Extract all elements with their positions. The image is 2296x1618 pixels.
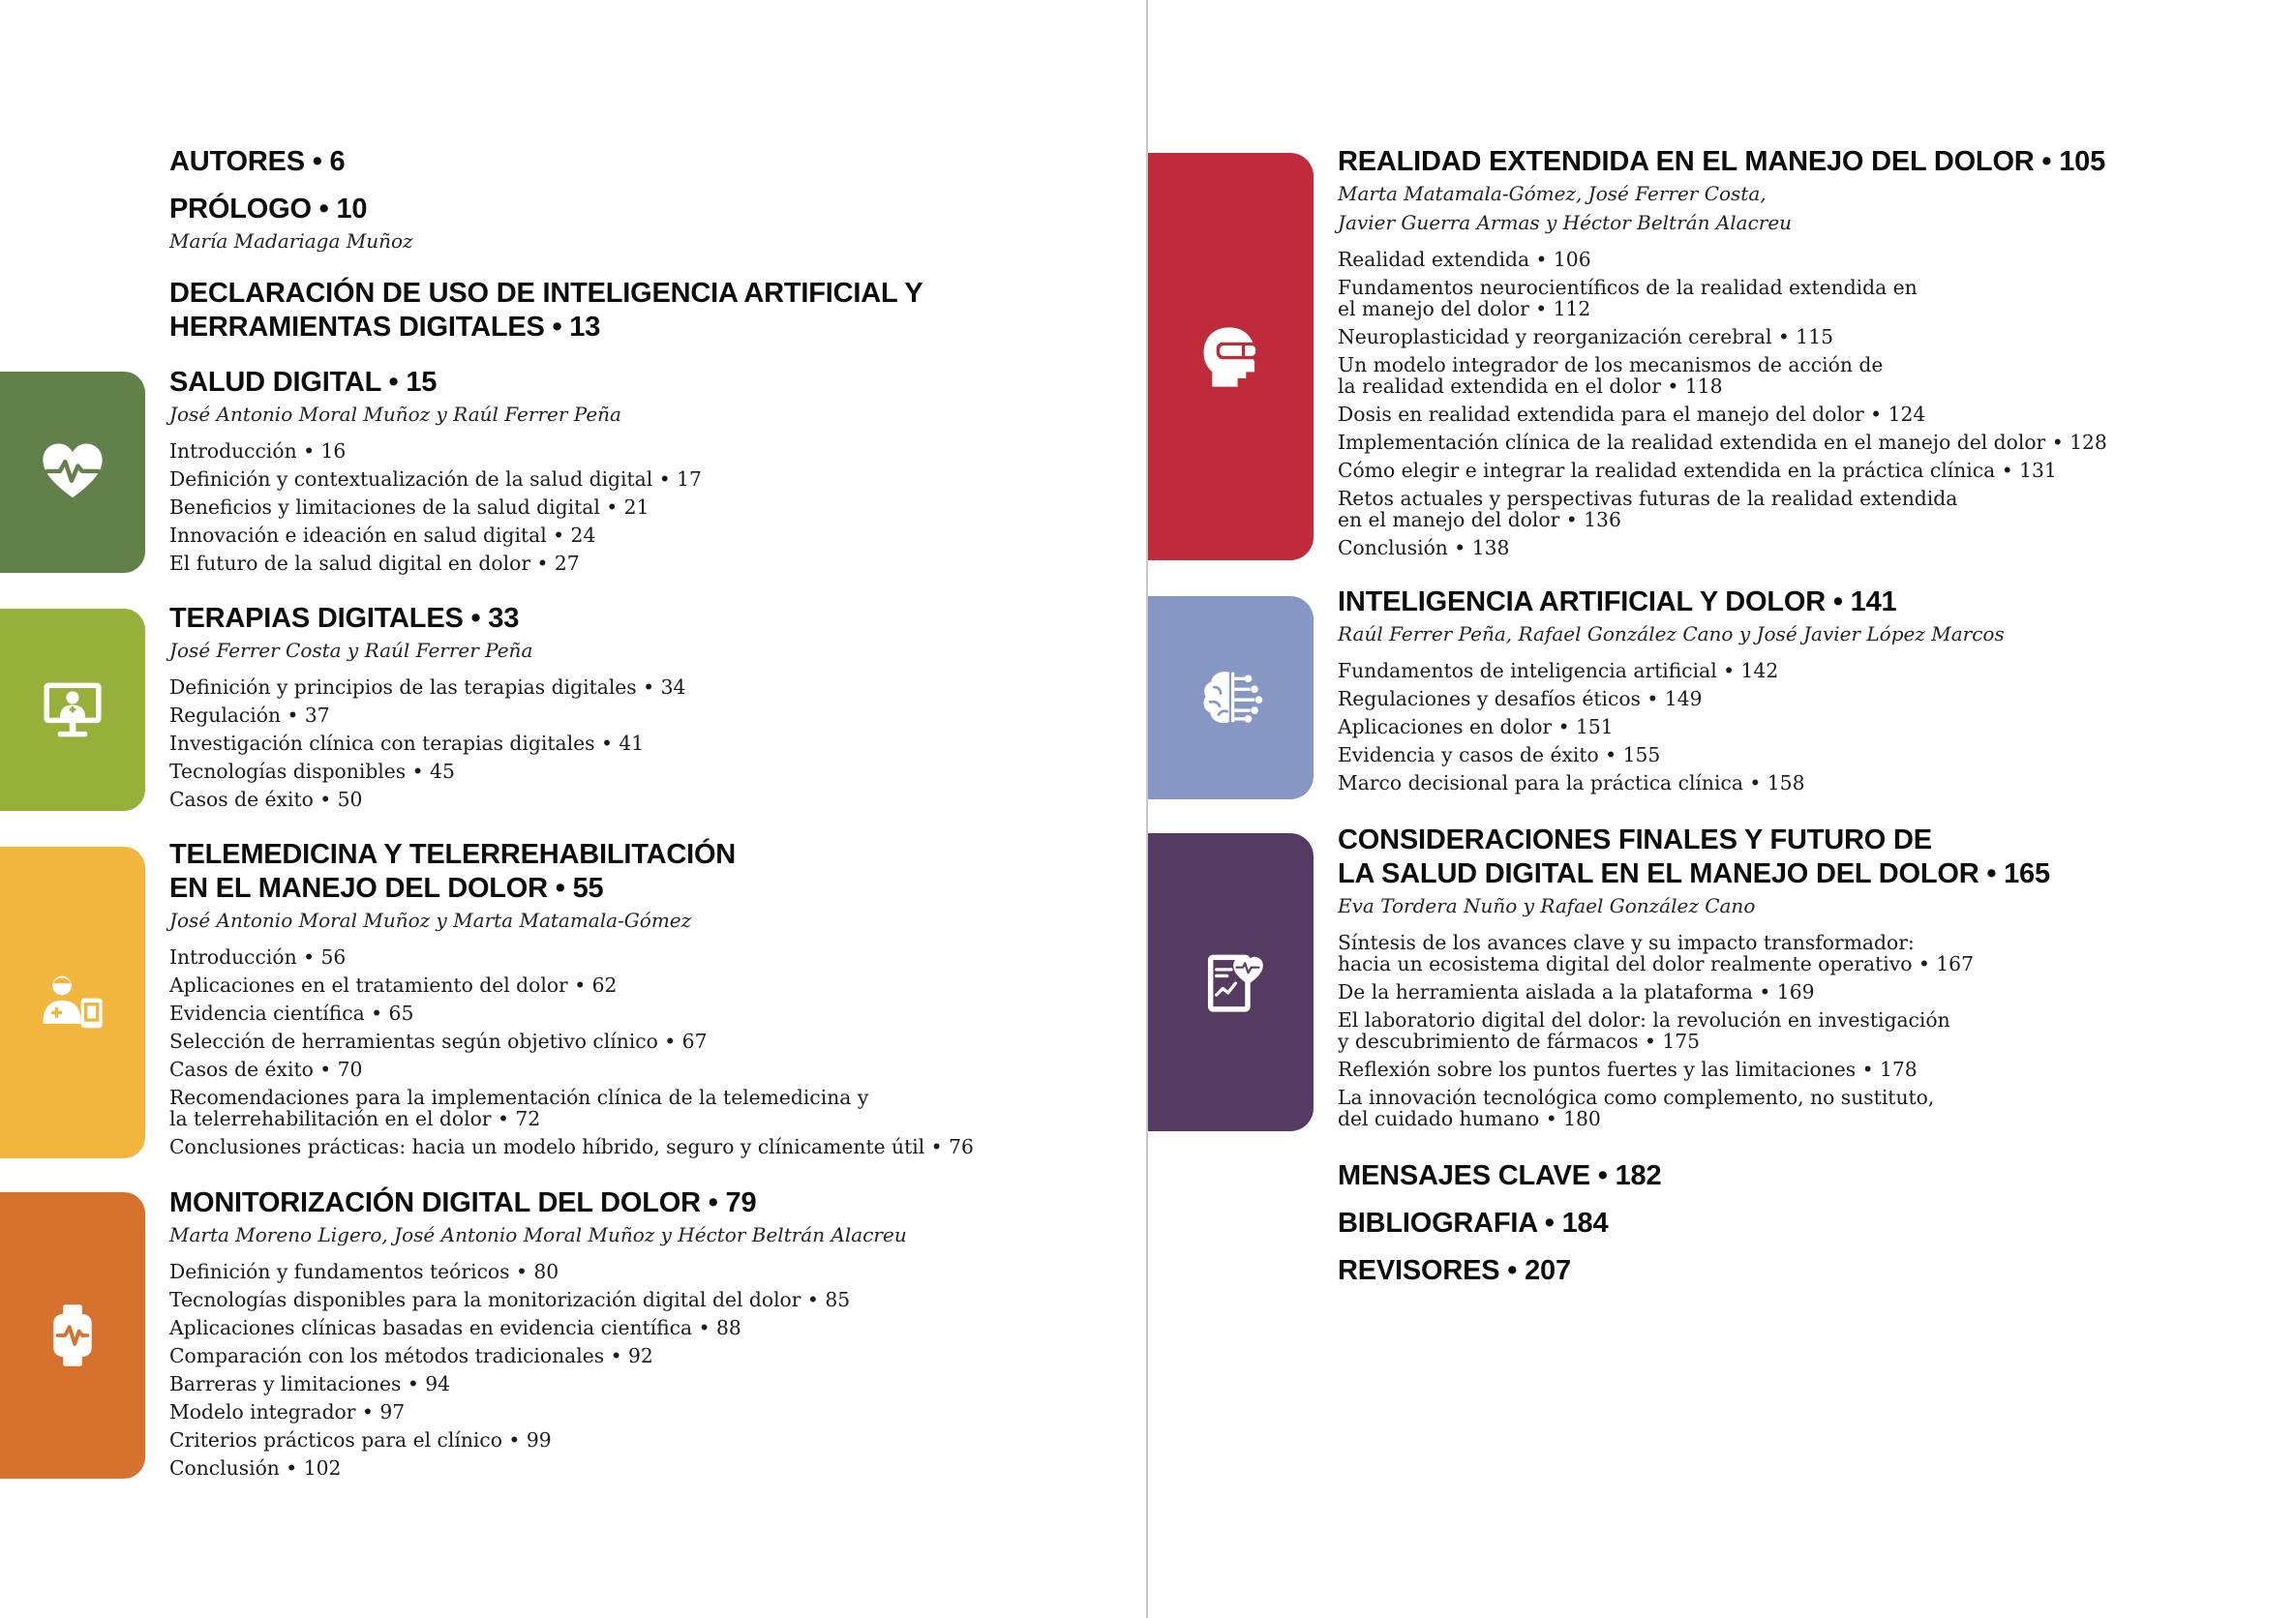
subsection-item[interactable]: Aplicaciones en el tratamiento del dolor • 62 xyxy=(169,974,618,997)
toc-entry-autores[interactable] xyxy=(169,145,345,179)
section-authors: Eva Tordera Nuño y Rafael González Cano xyxy=(1338,894,1756,917)
chapter-tab-telemedicina xyxy=(0,847,145,1158)
toc-entry-inteligencia-artificial[interactable] xyxy=(1338,585,2005,800)
subsection-item[interactable]: Implementación clínica de la realidad extendida en el manejo del dolor • 128 xyxy=(1338,431,2107,454)
subsection-item[interactable]: Barreras y limitaciones • 94 xyxy=(169,1372,451,1395)
subsection-item[interactable]: Casos de éxito • 70 xyxy=(169,1058,363,1081)
subsection-item[interactable]: Modelo integrador • 97 xyxy=(169,1400,406,1423)
subsection-item[interactable]: Conclusión • 138 xyxy=(1338,536,1510,559)
subsection-item[interactable]: Definición y fundamentos teóricos • 80 xyxy=(169,1260,559,1283)
subsection-item[interactable]: Regulaciones y desafíos éticos • 149 xyxy=(1338,687,1703,710)
subsection-item[interactable]: Fundamentos de inteligencia artificial • 142 xyxy=(1338,659,1779,682)
doctor-mobile-icon xyxy=(39,969,106,1036)
subsection-item[interactable]: Casos de éxito • 50 xyxy=(169,788,363,811)
subsection-item[interactable]: Fundamentos neurocientíficos de la realidad extendida en el manejo del dolor • 112 xyxy=(1338,276,1918,320)
vr-headset-icon xyxy=(1197,323,1265,391)
section-heading: AUTORES • 6 xyxy=(169,146,346,177)
subsection-item[interactable]: Introducción • 16 xyxy=(169,439,347,463)
section-authors: José Antonio Moral Muñoz y Raúl Ferrer Peña xyxy=(169,403,621,426)
toc-entry-bibliografia[interactable] xyxy=(1338,1207,1608,1241)
toc-entry-salud-digital[interactable] xyxy=(169,366,702,581)
subsection-item[interactable]: Innovación e ideación en salud digital • 24 xyxy=(169,524,596,547)
subsection-item[interactable]: El futuro de la salud digital en dolor • 27 xyxy=(169,552,580,575)
toc-entry-telemedicina[interactable] xyxy=(169,838,974,1164)
subsection-item[interactable]: Realidad extendida • 106 xyxy=(1338,248,1591,271)
toc-entry-terapias-digitales[interactable] xyxy=(169,602,685,817)
section-authors: María Madariaga Muñoz xyxy=(169,229,413,253)
subsection-list xyxy=(1338,249,2107,558)
section-authors: Marta Moreno Ligero, José Antonio Moral Muñoz y Héctor Beltrán Alacreu xyxy=(169,1223,907,1246)
subsection-item[interactable]: Evidencia y casos de éxito • 155 xyxy=(1338,743,1661,766)
subsection-item[interactable]: Introducción • 56 xyxy=(169,945,347,969)
subsection-item[interactable]: Retos actuales y perspectivas futuras de la realidad extendida en el manejo del dolor • 136 xyxy=(1338,487,1958,531)
subsection-item[interactable]: Beneficios y limitaciones de la salud digital • 21 xyxy=(169,495,650,519)
subsection-item[interactable]: La innovación tecnológica como complemento, no sustituto, del cuidado humano • 180 xyxy=(1338,1086,1935,1130)
subsection-item[interactable]: Reflexión sobre los puntos fuertes y las limitaciones • 178 xyxy=(1338,1058,1918,1081)
toc-entry-realidad-extendida[interactable] xyxy=(1338,145,2107,565)
chapter-tab-consideraciones-finales xyxy=(1148,833,1314,1131)
subsection-item[interactable]: Evidencia científica • 65 xyxy=(169,1002,414,1025)
subsection-item[interactable]: Criterios prácticos para el clínico • 99 xyxy=(169,1428,552,1452)
subsection-item[interactable]: Cómo elegir e integrar la realidad extendida en la práctica clínica • 131 xyxy=(1338,459,2057,482)
subsection-item[interactable]: Aplicaciones en dolor • 151 xyxy=(1338,715,1614,738)
section-heading: REALIDAD EXTENDIDA EN EL MANEJO DEL DOLOR • 105 xyxy=(1338,146,2105,177)
toc-entry-mensajes-clave[interactable] xyxy=(1338,1159,1661,1193)
subsection-list xyxy=(169,676,685,810)
section-heading: MENSAJES CLAVE • 182 xyxy=(1338,1160,1662,1191)
toc-entry-revisores[interactable] xyxy=(1338,1254,1571,1288)
subsection-item[interactable]: Selección de herramientas según objetivo clínico • 67 xyxy=(169,1030,708,1053)
subsection-item[interactable]: Un modelo integrador de los mecanismos de acción de la realidad extendida en el dolor • 118 xyxy=(1338,353,1884,398)
section-heading: PRÓLOGO • 10 xyxy=(169,194,368,225)
section-heading: TELEMEDICINA Y TELERREHABILITACIÓN EN EL MANEJO DEL DOLOR • 55 xyxy=(169,839,737,904)
ai-brain-icon xyxy=(1197,664,1265,732)
subsection-item[interactable]: Conclusiones prácticas: hacia un modelo híbrido, seguro y clínicamente útil • 76 xyxy=(169,1135,974,1158)
subsection-list xyxy=(169,1261,907,1479)
subsection-item[interactable]: Definición y contextualización de la salud digital • 17 xyxy=(169,467,702,491)
subsection-item[interactable]: Marco decisional para la práctica clínica • 158 xyxy=(1338,771,1805,794)
chapter-tab-realidad-extendida xyxy=(1148,153,1314,560)
subsection-item[interactable]: Aplicaciones clínicas basadas en evidencia científica • 88 xyxy=(169,1316,741,1339)
health-tablet-icon xyxy=(1197,948,1265,1016)
section-authors: Marta Matamala-Gómez, José Ferrer Costa, Javier Guerra Armas y Héctor Beltrán Alacreu xyxy=(1338,182,1793,234)
subsection-item[interactable]: Regulación • 37 xyxy=(169,704,330,727)
subsection-item[interactable]: Comparación con los métodos tradicionales • 92 xyxy=(169,1344,653,1367)
chapter-tab-monitorizacion xyxy=(0,1192,145,1479)
section-heading: SALUD DIGITAL • 15 xyxy=(169,367,438,398)
subsection-item[interactable]: Neuroplasticidad y reorganización cerebral • 115 xyxy=(1338,325,1834,348)
toc-entry-monitorizacion[interactable] xyxy=(169,1186,907,1485)
subsection-list xyxy=(1338,932,2050,1129)
section-heading: MONITORIZACIÓN DIGITAL DEL DOLOR • 79 xyxy=(169,1187,757,1218)
heart-pulse-icon xyxy=(39,438,106,506)
subsection-list xyxy=(169,946,974,1157)
toc-entry-declaracion[interactable] xyxy=(169,277,922,345)
chapter-tab-inteligencia-artificial xyxy=(1148,596,1314,799)
toc-entry-consideraciones-finales[interactable] xyxy=(1338,824,2050,1136)
subsection-item[interactable]: Conclusión • 102 xyxy=(169,1456,342,1480)
subsection-item[interactable]: Investigación clínica con terapias digitales • 41 xyxy=(169,732,645,755)
subsection-item[interactable]: Dosis en realidad extendida para el manejo del dolor • 124 xyxy=(1338,403,1926,426)
smartwatch-pulse-icon xyxy=(39,1302,106,1369)
subsection-item[interactable]: Síntesis de los avances clave y su impacto transformador: hacia un ecosistema digital del dolor realmente operativo • 167 xyxy=(1338,931,1974,975)
chapter-tab-salud-digital xyxy=(0,372,145,573)
section-heading: INTELIGENCIA ARTIFICIAL Y DOLOR • 141 xyxy=(1338,586,1897,617)
telehealth-monitor-icon xyxy=(39,676,106,744)
subsection-item[interactable]: El laboratorio digital del dolor: la revolución en investigación y descubrimiento de fármacos • 175 xyxy=(1338,1008,1950,1053)
section-heading: TERAPIAS DIGITALES • 33 xyxy=(169,603,520,634)
subsection-item[interactable]: Tecnologías disponibles para la monitorización digital del dolor • 85 xyxy=(169,1288,851,1311)
chapter-tab-terapias-digitales xyxy=(0,609,145,811)
subsection-item[interactable]: Tecnologías disponibles • 45 xyxy=(169,760,455,783)
subsection-list xyxy=(169,440,702,574)
section-heading: REVISORES • 207 xyxy=(1338,1255,1571,1286)
section-authors: José Ferrer Costa y Raúl Ferrer Peña xyxy=(169,639,533,662)
section-heading: DECLARACIÓN DE USO DE INTELIGENCIA ARTIFICIAL Y HERRAMIENTAS DIGITALES • 13 xyxy=(169,278,923,343)
subsection-item[interactable]: Recomendaciones para la implementación clínica de la telemedicina y la telerrehabilitación en el dolor • 72 xyxy=(169,1086,869,1130)
subsection-list xyxy=(1338,660,2005,794)
subsection-item[interactable]: De la herramienta aislada a la plataforma • 169 xyxy=(1338,980,1815,1004)
section-authors: José Antonio Moral Muñoz y Marta Matamala-Gómez xyxy=(169,909,692,932)
section-heading: CONSIDERACIONES FINALES Y FUTURO DE LA SALUD DIGITAL EN EL MANEJO DEL DOLOR • 165 xyxy=(1338,824,2050,889)
section-authors: Raúl Ferrer Peña, Rafael González Cano y José Javier López Marcos xyxy=(1338,622,2005,645)
subsection-item[interactable]: Definición y principios de las terapias digitales • 34 xyxy=(169,675,686,699)
section-heading: BIBLIOGRAFIA • 184 xyxy=(1338,1208,1609,1239)
toc-entry-prologo[interactable] xyxy=(169,193,413,255)
